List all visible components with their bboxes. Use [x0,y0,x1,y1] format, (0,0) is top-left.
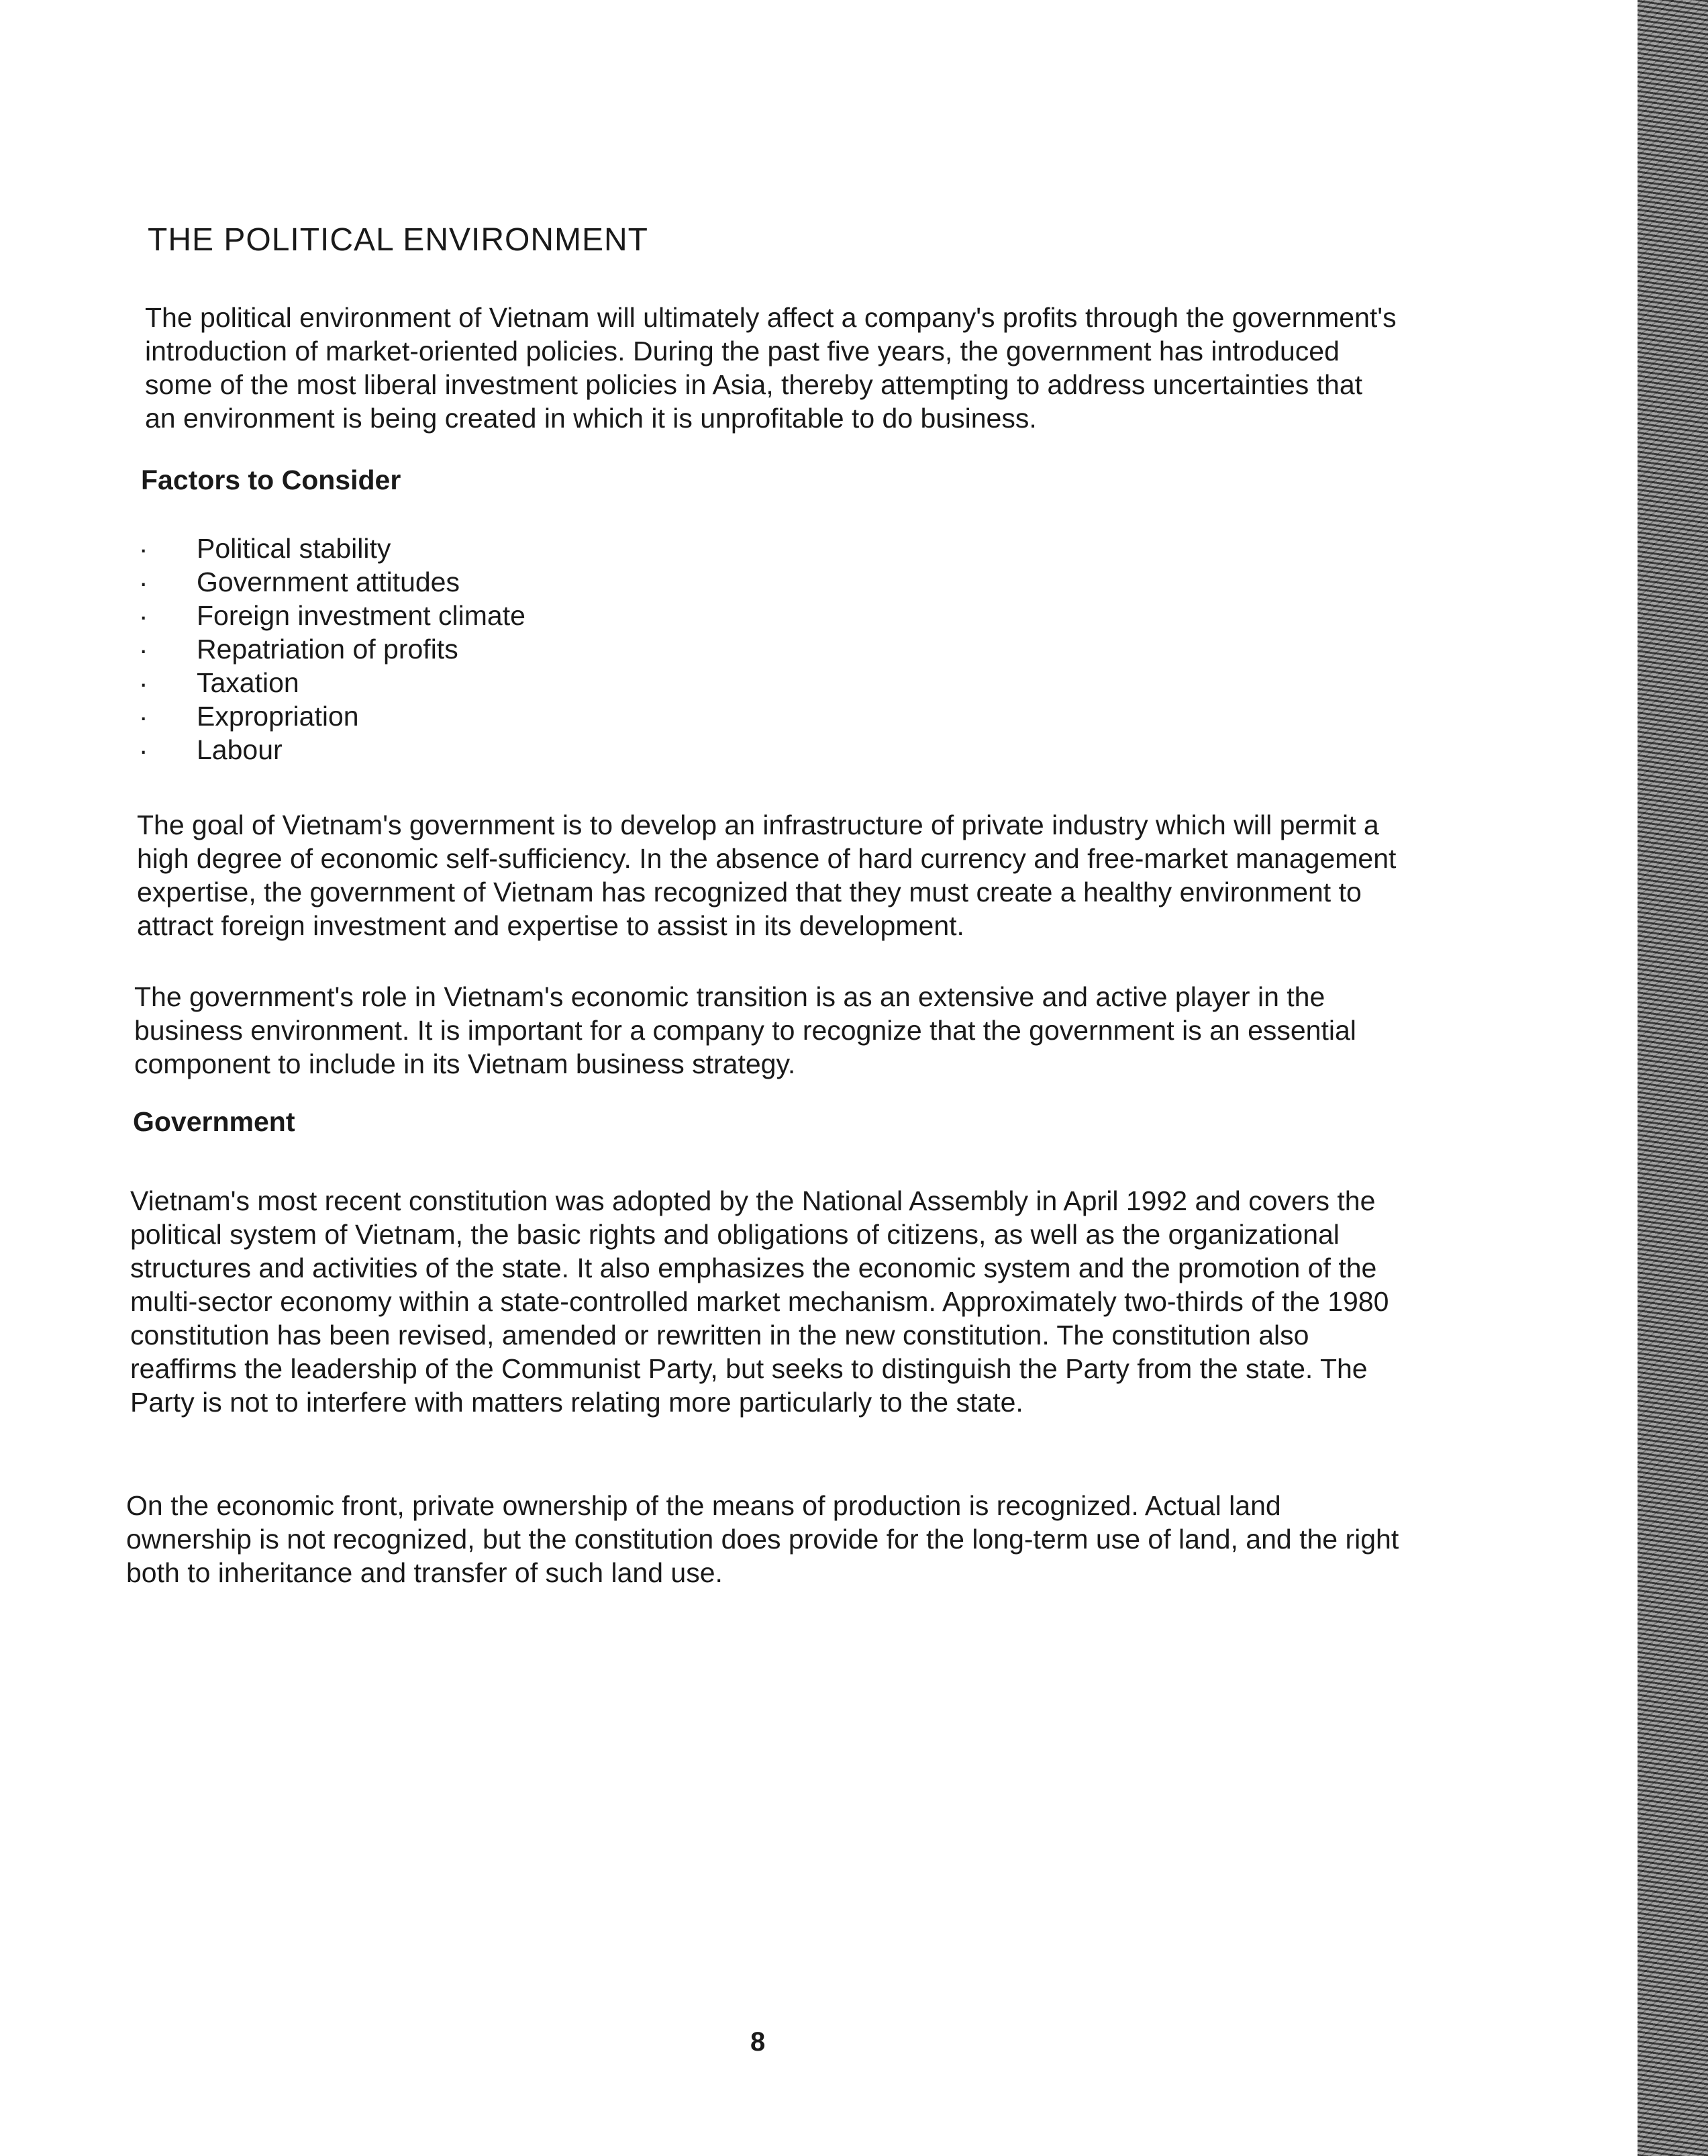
page-number: 8 [750,2027,766,2057]
intro-paragraph: The political environment of Vietnam will ultimately affect a company's profits through the government's introduction of market-oriented policies. During the past five years, the government has introduced some of the most liberal investment policies in Asia, thereby attempting to address uncertainties that an environment is being created in which it is unprofitable to do business. [145,302,1397,434]
list-item [134,695,525,733]
factors-heading: Factors to Consider [141,464,401,495]
factor-label: Repatriation of profits [197,634,458,665]
goal-paragraph: The goal of Vietnam's government is to develop an infrastructure of private industry which will permit a high degree of economic self-sufficiency. In the absence of hard currency and free-market management expertise, the government of Vietnam has recognized that they must create a healthy environment to attract foreign investment and expertise to assist in its development. [137,810,1397,941]
factor-label: Labour [197,734,283,765]
bullet-dot: . [140,695,148,726]
factors-list [134,528,525,767]
constitution-paragraph: Vietnam's most recent constitution was adopted by the National Assembly in April 1992 and covers the political system of Vietnam, the basic rights and obligations of citizens, as well as the organizational structures and activities of the state. It also emphasizes the economic system and the promotion of the multi-sector economy within a state-controlled market mechanism. Approximately two-thirds of the 1980 constitution has been revised, amended or rewritten in the new constitution. The constitution also reaffirms the leadership of the Communist Party, but seeks to distinguish the Party from the state. The Party is not to interfere with matters relating more particularly to the state. [130,1185,1389,1418]
bullet-dot: . [140,729,148,760]
list-item [134,729,525,767]
list-item [134,528,525,565]
scan-edge-strip [1638,0,1708,2156]
list-item [134,662,525,699]
list-item [134,595,525,632]
government-heading: Government [133,1106,295,1137]
factor-label: Expropriation [197,701,359,732]
factor-label: Foreign investment climate [197,600,525,631]
factor-label: Political stability [197,533,391,564]
bullet-dot: . [140,662,148,693]
list-item [134,561,525,599]
bullet-dot: . [140,528,148,558]
list-item [134,628,525,666]
bullet-dot: . [140,595,148,626]
factor-label: Government attitudes [197,567,460,597]
bullet-dot: . [140,628,148,659]
factor-label: Taxation [197,667,299,698]
role-paragraph: The government's role in Vietnam's economic transition is as an extensive and active player in the business environment. It is important for a company to recognize that the government is an essential component to include in its Vietnam business strategy. [134,981,1356,1079]
economic-paragraph: On the economic front, private ownership of the means of production is recognized. Actual land ownership is not recognized, but the constitution does provide for the long-term use of land, and the right both to inheritance and transfer of such land use. [126,1490,1399,1588]
bullet-dot: . [140,561,148,592]
page-title: THE POLITICAL ENVIRONMENT [148,222,648,258]
